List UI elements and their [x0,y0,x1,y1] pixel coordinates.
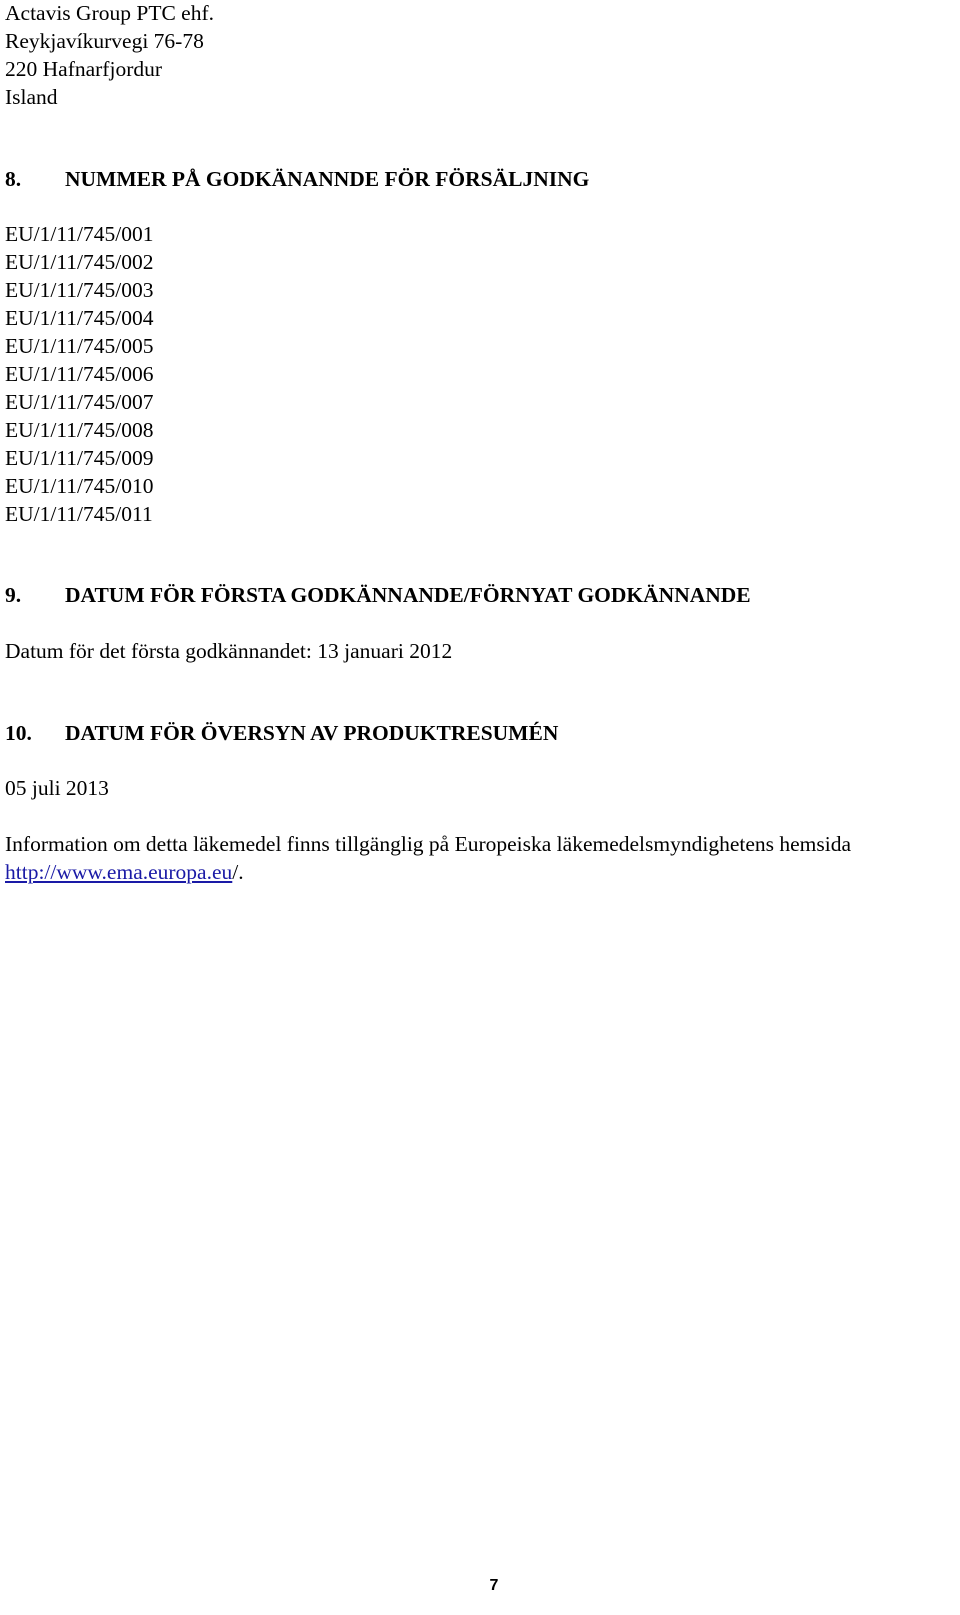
page-number: 7 [489,1577,499,1594]
list-item: EU/1/11/745/007 [5,390,154,414]
authorisation-number-list [5,220,154,528]
link-suffix: /. [232,860,244,884]
section-title: DATUM FÖR ÖVERSYN AV PRODUKTRESUMÉN [65,721,559,745]
address-line: 220 Hafnarfjordur [5,57,163,81]
address-block [5,0,214,111]
list-item: EU/1/11/745/008 [5,418,154,442]
revision-date: 05 juli 2013 [5,776,109,800]
list-item: EU/1/11/745/003 [5,278,154,302]
address-line: Island [5,85,58,109]
list-item: EU/1/11/745/010 [5,474,154,498]
address-line: Reykjavíkurvegi 76-78 [5,29,204,53]
section-9-heading [5,581,751,609]
ema-website-link[interactable]: http://www.ema.europa.eu [5,860,233,884]
section-number: 10. [5,721,32,745]
section-10-heading [5,719,558,747]
list-item: EU/1/11/745/001 [5,222,154,246]
first-approval-date: Datum för det första godkännandet: 13 januari 2012 [5,639,453,663]
section-8-heading [5,165,589,193]
section-title: DATUM FÖR FÖRSTA GODKÄNNANDE/FÖRNYAT GODKÄNNANDE [65,583,751,607]
list-item: EU/1/11/745/005 [5,334,154,358]
section-number: 9. [5,583,22,607]
info-text: Information om detta läkemedel finns tillgänglig på Europeiska läkemedelsmyndighetens hemsida [5,832,852,856]
list-item: EU/1/11/745/002 [5,250,154,274]
info-paragraph [5,830,851,886]
address-line: Actavis Group PTC ehf. [5,1,214,25]
info-link-line [5,858,851,886]
section-number: 8. [5,167,22,191]
section-title: NUMMER PÅ GODKÄNANNDE FÖR FÖRSÄLJNING [65,167,590,191]
list-item: EU/1/11/745/006 [5,362,154,386]
list-item: EU/1/11/745/009 [5,446,154,470]
list-item: EU/1/11/745/004 [5,306,154,330]
list-item: EU/1/11/745/011 [5,502,153,526]
